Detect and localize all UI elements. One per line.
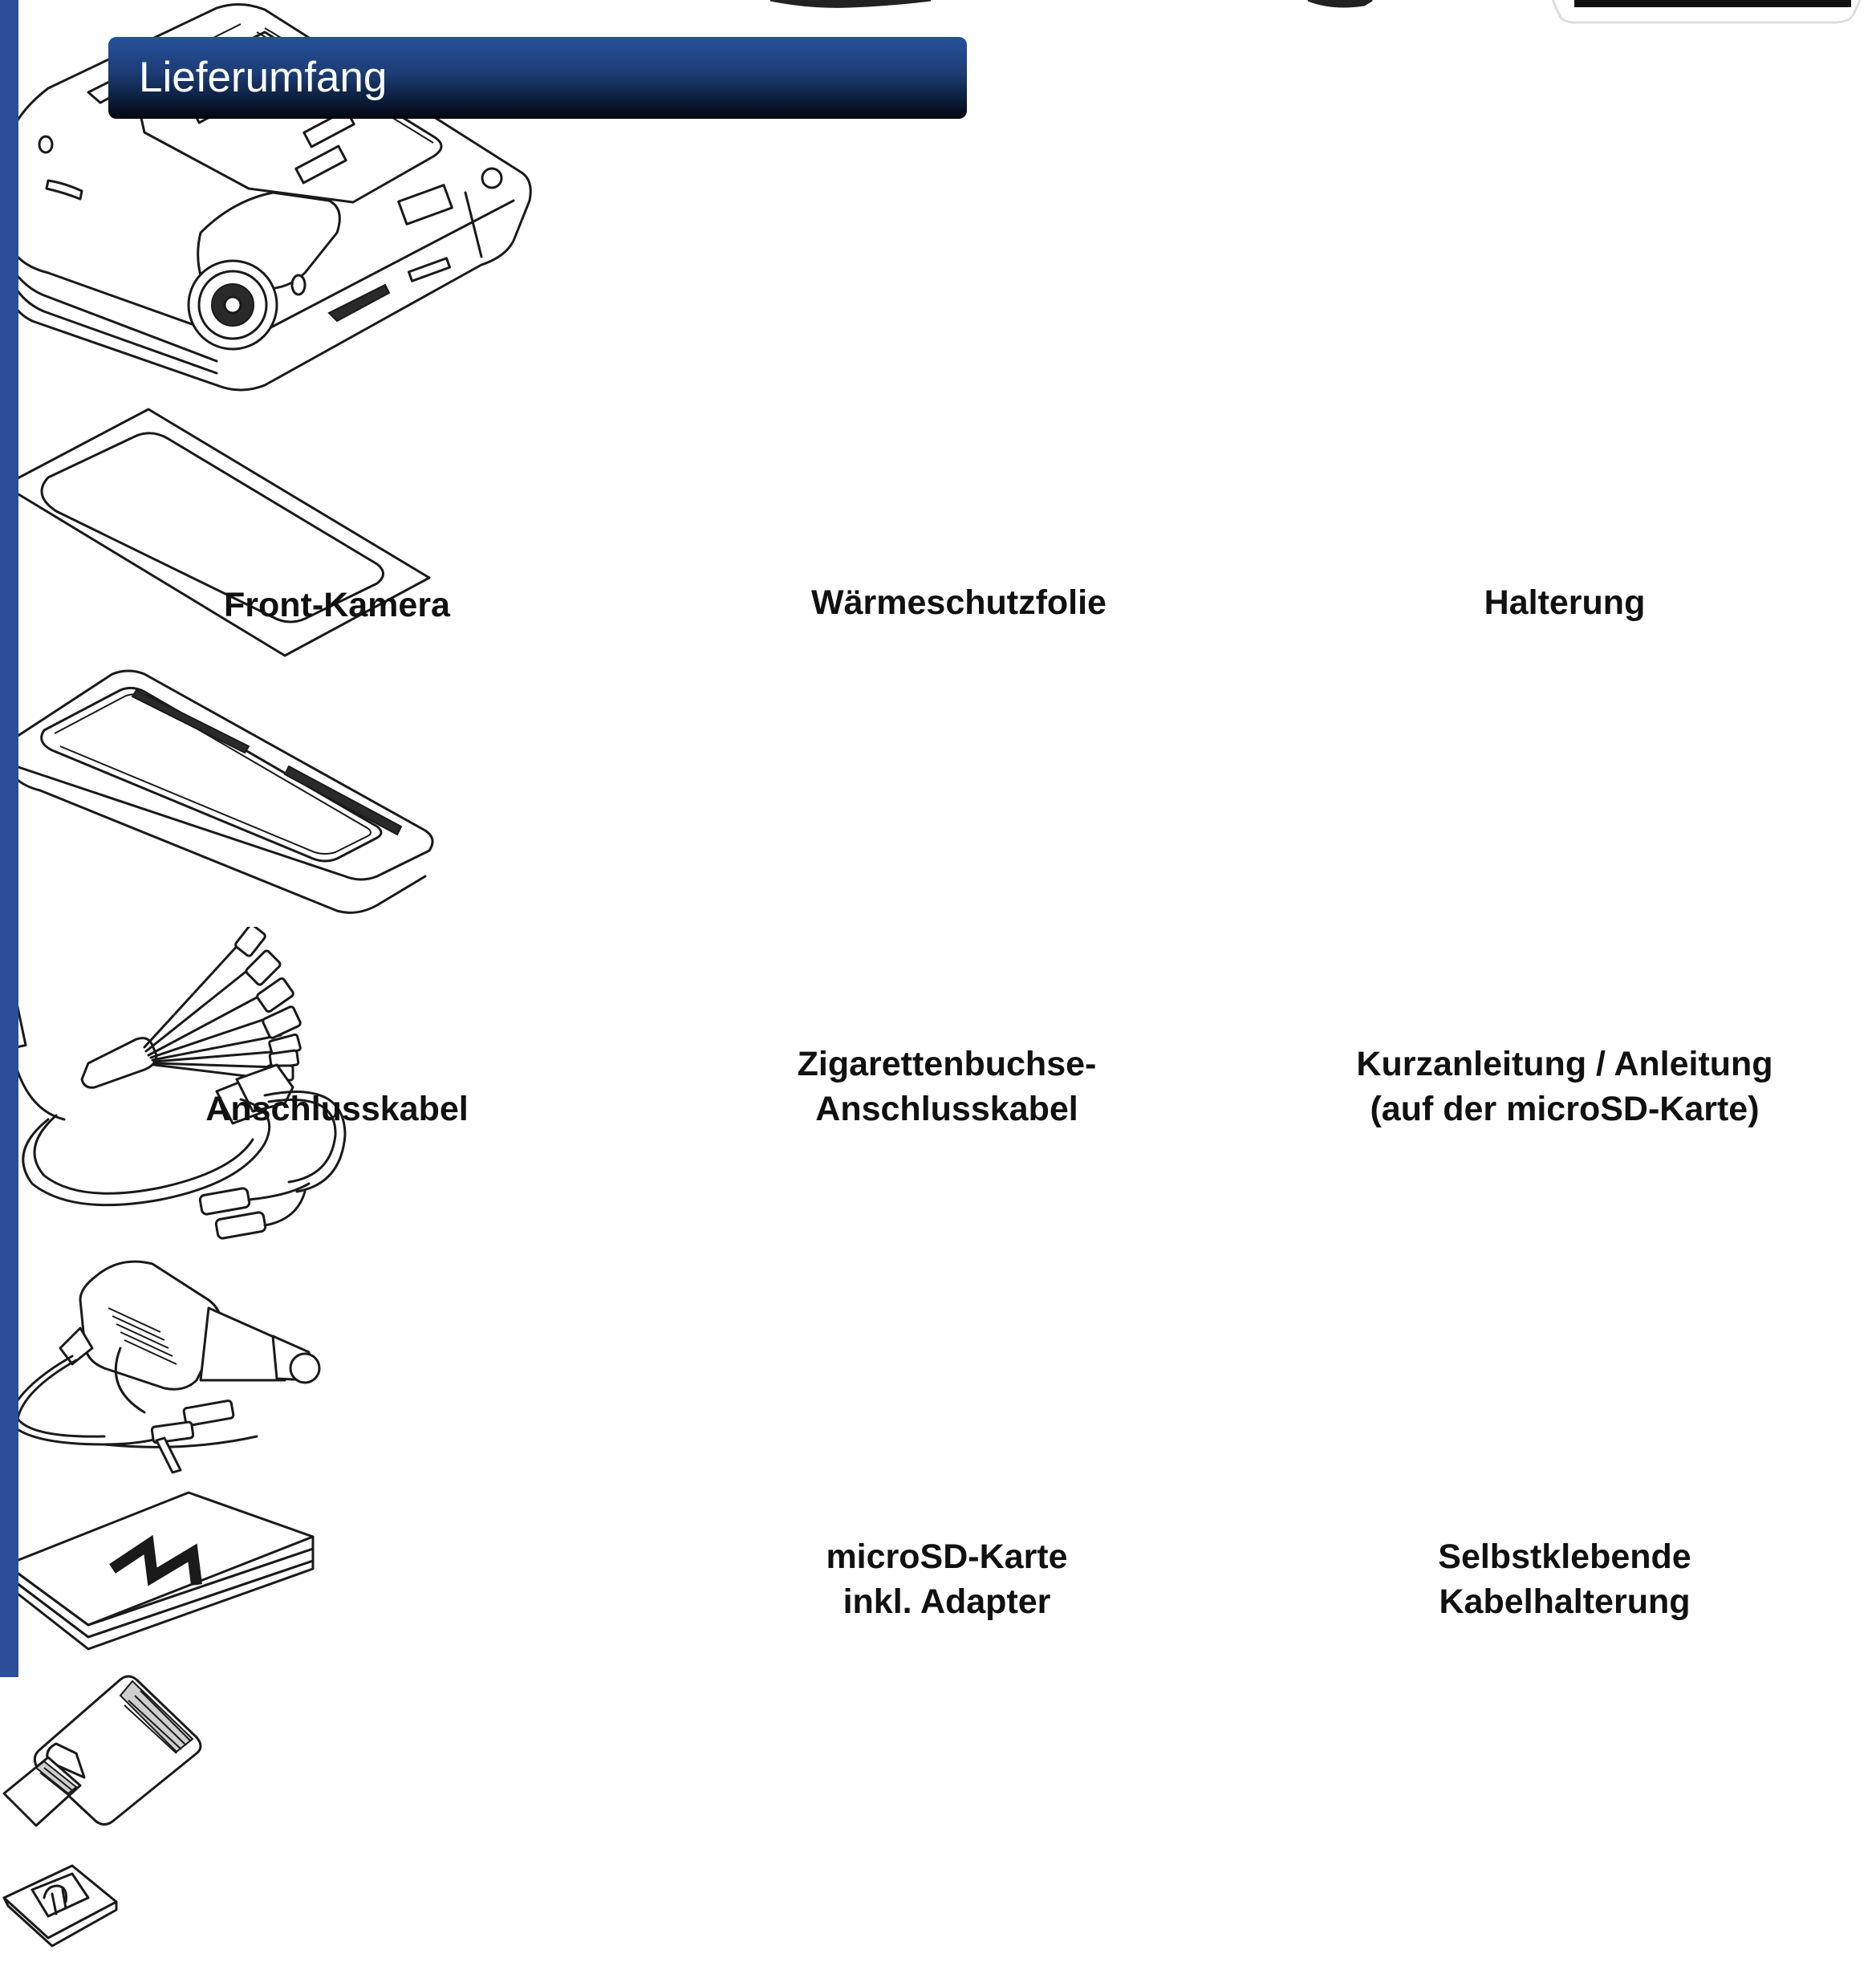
- item-label-line-2: Kabelhalterung: [1439, 1582, 1691, 1621]
- item-label: Anschlusskabel: [205, 1090, 469, 1128]
- item-label-line-2: Anschlusskabel: [815, 1090, 1078, 1128]
- cropped-previous-illustrations: [0, 0, 1876, 24]
- item-label-line-1: Zigarettenbuchse-: [797, 1045, 1097, 1083]
- mount-bracket-icon: [0, 666, 437, 923]
- item-label-line-2: (auf der microSD-Karte): [1370, 1090, 1760, 1128]
- item-label-line-1: microSD-Karte: [826, 1538, 1068, 1576]
- car-charger-icon: [0, 1252, 337, 1485]
- item-label: Wärmeschutzfolie: [811, 583, 1107, 622]
- section-header-banner: [108, 37, 967, 119]
- section-title: Lieferumfang: [139, 54, 388, 101]
- item-label: Halterung: [1484, 583, 1646, 622]
- item-label: Front-Kamera: [224, 586, 450, 624]
- microsd-card-icon: [0, 1673, 209, 1858]
- cable-clip-icon: [0, 1862, 120, 1958]
- manual-booklet-icon: [0, 1489, 321, 1669]
- item-label-line-1: Selbstklebende: [1438, 1538, 1691, 1576]
- item-label-line-1: Kurzanleitung / Anleitung: [1356, 1045, 1773, 1083]
- item-label-line-2: inkl. Adapter: [843, 1582, 1051, 1621]
- left-accent-bar: [0, 0, 18, 1677]
